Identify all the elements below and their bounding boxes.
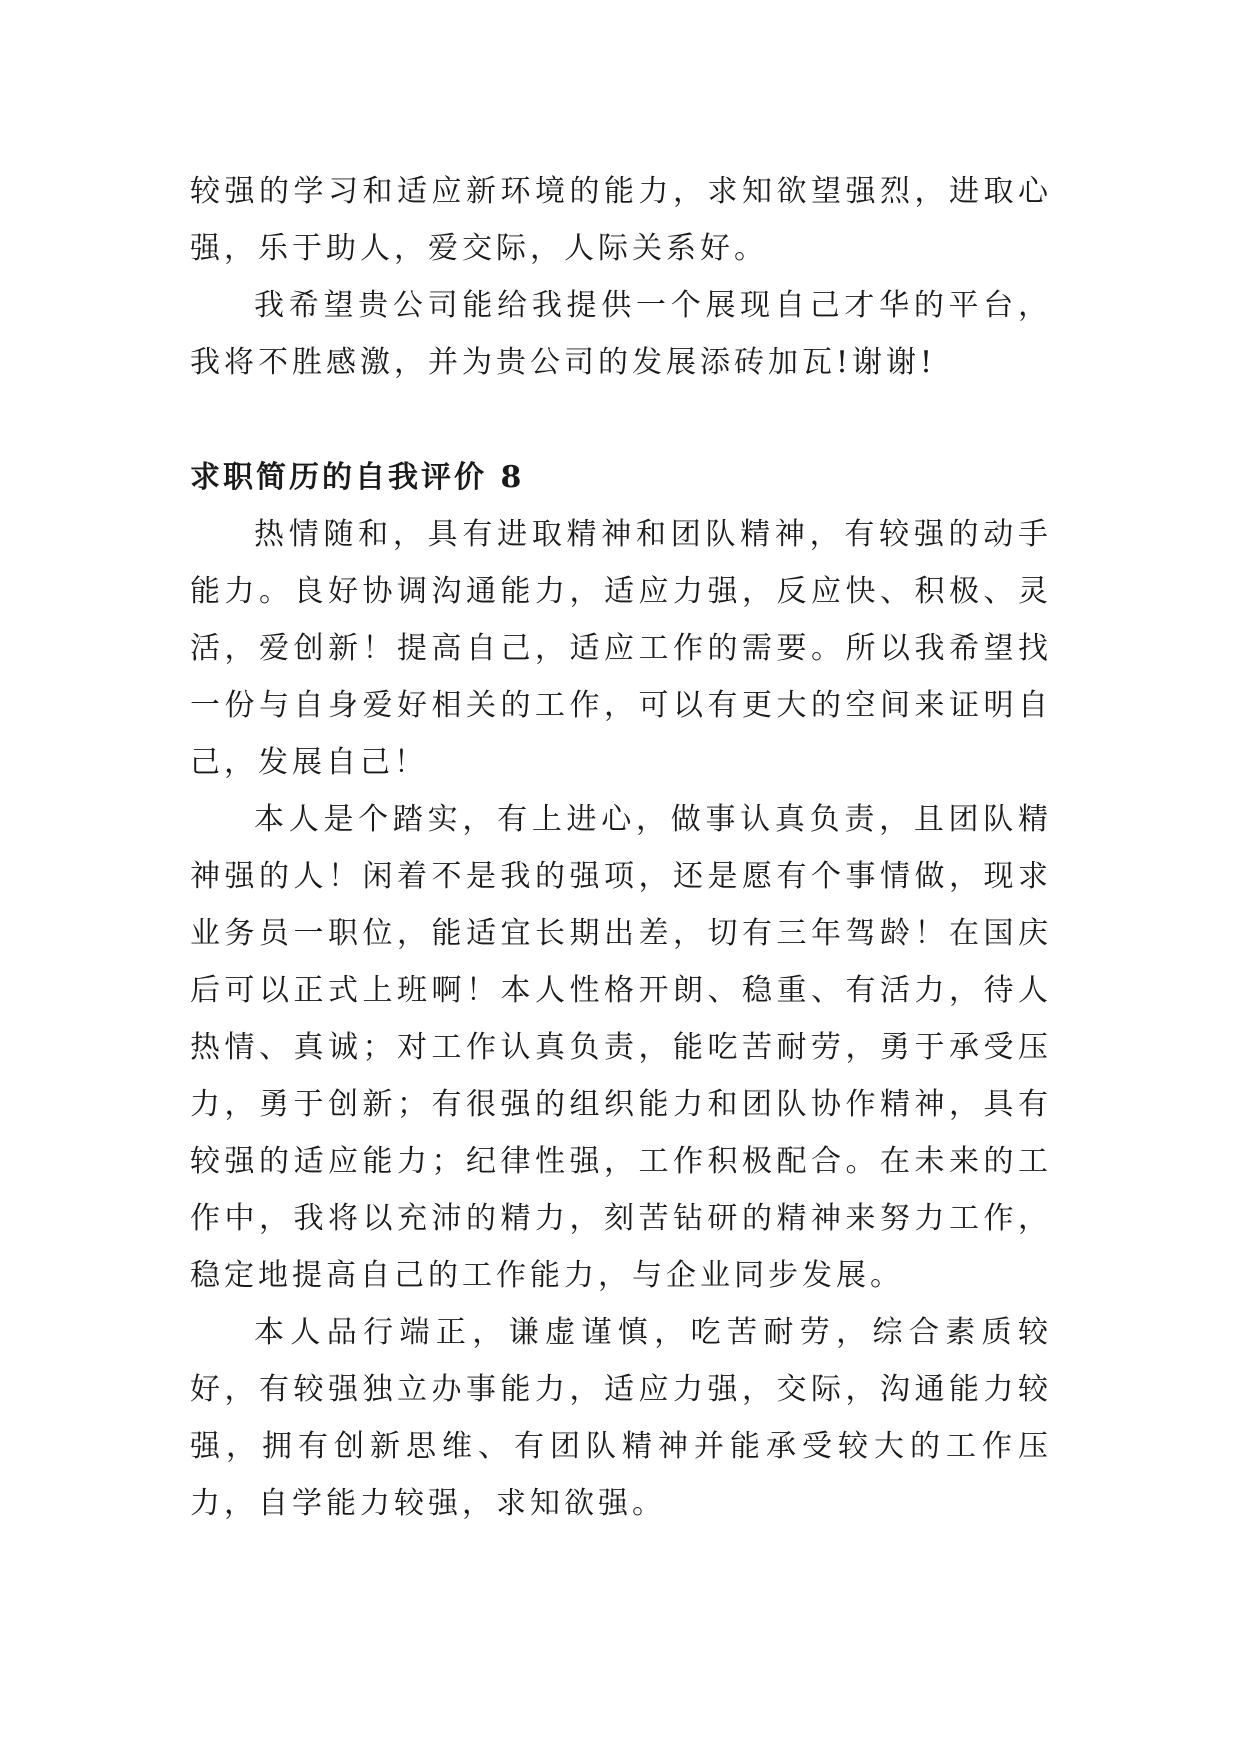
paragraph-continuation: 较强的学习和适应新环境的能力，求知欲望强烈，进取心强，乐于助人，爱交际，人际关系好。 <box>190 174 1052 266</box>
paragraph-self-evaluation-3: 本人品行端正，谦虚谨慎，吃苦耐劳，综合素质较好，有较强独立办事能力，适应力强，交际，沟通能力较强，拥有创新思维、有团队精神并能承受较大的工作压力，自学能力较强，求知欲强。 <box>190 1315 1052 1521</box>
paragraph-self-evaluation-2: 本人是个踏实，有上进心，做事认真负责，且团队精神强的人！闲着不是我的强项，还是愿有个事情做，现求业务员一职位，能适宜长期出差，切有三年驾龄！在国庆后可以正式上班啊！本人性格开朗、稳重、有活力，待人热情、真诚；对工作认真负责，能吃苦耐劳，勇于承受压力，勇于创新；有很强的组织能力和团队协作精神，具有较强的适应能力；纪律性强，工作积极配合。在未来的工作中，我将以充沛的精力，刻苦钻研的精神来努力工作，稳定地提高自己的工作能力，与企业同步发展。 <box>190 802 1052 1293</box>
paragraph-closing: 我希望贵公司能给我提供一个展现自己才华的平台，我将不胜感激，并为贵公司的发展添砖加瓦!谢谢! <box>190 288 1052 380</box>
paragraph-self-evaluation-1: 热情随和，具有进取精神和团队精神，有较强的动手能力。良好协调沟通能力，适应力强，反应快、积极、灵活，爱创新！提高自己，适应工作的需要。所以我希望找一份与自身爱好相关的工作，可以有更大的空间来证明自己，发展自己！ <box>190 517 1052 780</box>
section-title: 求职简历的自我评价 8 <box>190 460 525 495</box>
document-body <box>190 163 1052 1532</box>
